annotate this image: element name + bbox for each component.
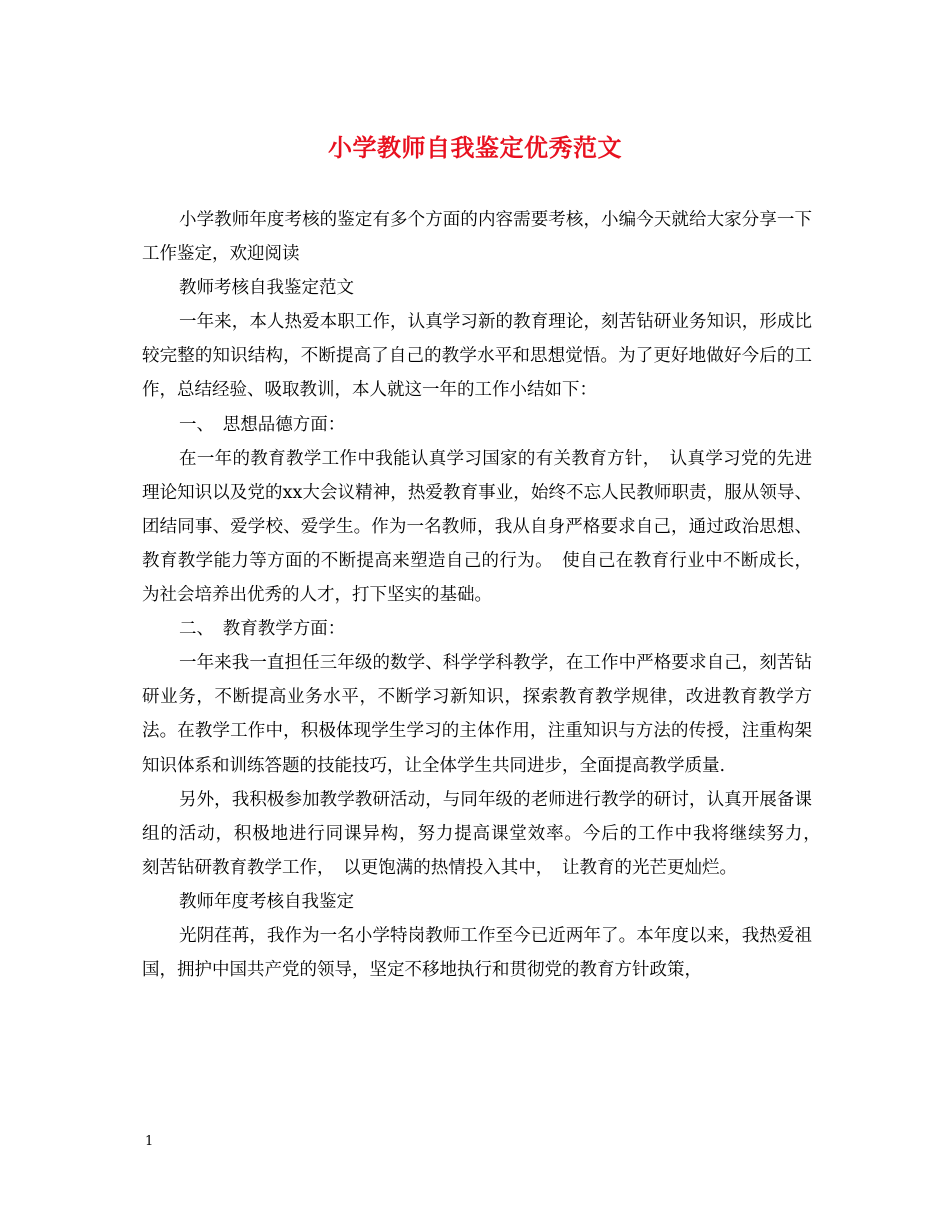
paragraph-ideology: 在一年的教育教学工作中我能认真学习国家的有关教育方针， 认真学习党的先进理论知识以及党的xx大会议精神，热爱教育事业，始终不忘人民教师职责，服从领导、团结同事、爱学校、爱学生。作为一名教师，我从自身严格要求自己，通过政治思想、教育教学能力等方面的不断提高来塑造自己的行为。 使自己在教育行业中不断成长，为社会培养出优秀的人才，打下坚实的基础。 — [142, 448, 812, 606]
section-heading-annual-assessment: 教师年度考核自我鉴定 — [179, 891, 354, 912]
document-body — [142, 203, 830, 987]
document-title: 小学教师自我鉴定优秀范文 — [328, 133, 622, 162]
paragraph-research: 另外，我积极参加教学教研活动，与同年级的老师进行教学的研讨，认真开展备课组的活动，积极地进行同课异构，努力提高课堂效率。今后的工作中我将继续努力， 刻苦钻研教育教学工作， 以更饱满的热情投入其中， 让教育的光芒更灿烂。 — [142, 789, 830, 878]
subheading-ideology: 一、 思想品德方面： — [179, 414, 346, 435]
subheading-teaching: 二、 教育教学方面： — [179, 619, 346, 640]
page-number: 1 — [145, 1134, 154, 1149]
section-heading-teacher-assessment: 教师考核自我鉴定范文 — [179, 278, 354, 299]
paragraph-year-summary: 一年来，本人热爱本职工作，认真学习新的教育理论，刻苦钻研业务知识，形成比较完整的知识结构，不断提高了自己的教学水平和思想觉悟。为了更好地做好今后的工作，总结经验、吸取教训，本人就这一年的工作小结如下： — [142, 312, 812, 401]
paragraph-teaching: 一年来我一直担任三年级的数学、科学学科教学，在工作中严格要求自己，刻苦钻研业务，不断提高业务水平，不断学习新知识，探索教育教学规律，改进教育教学方 法。在教学工作中，积极体现学生学习的主体作用，注重知识与方法的传授，注重构架知识体系和训练答题的技能技巧，让全体学生共同进步，全面提高教学质量. — [142, 653, 812, 776]
paragraph-annual: 光阴荏苒，我作为一名小学特岗教师工作至今已近两年了。本年度以来，我热爱祖国，拥护中国共产党的领导，坚定不移地执行和贯彻党的教育方针政策， — [142, 925, 812, 981]
paragraph-intro: 小学教师年度考核的鉴定有多个方面的内容需要考核，小编今天就给大家分享一下工作鉴定，欢迎阅读 — [142, 210, 812, 265]
